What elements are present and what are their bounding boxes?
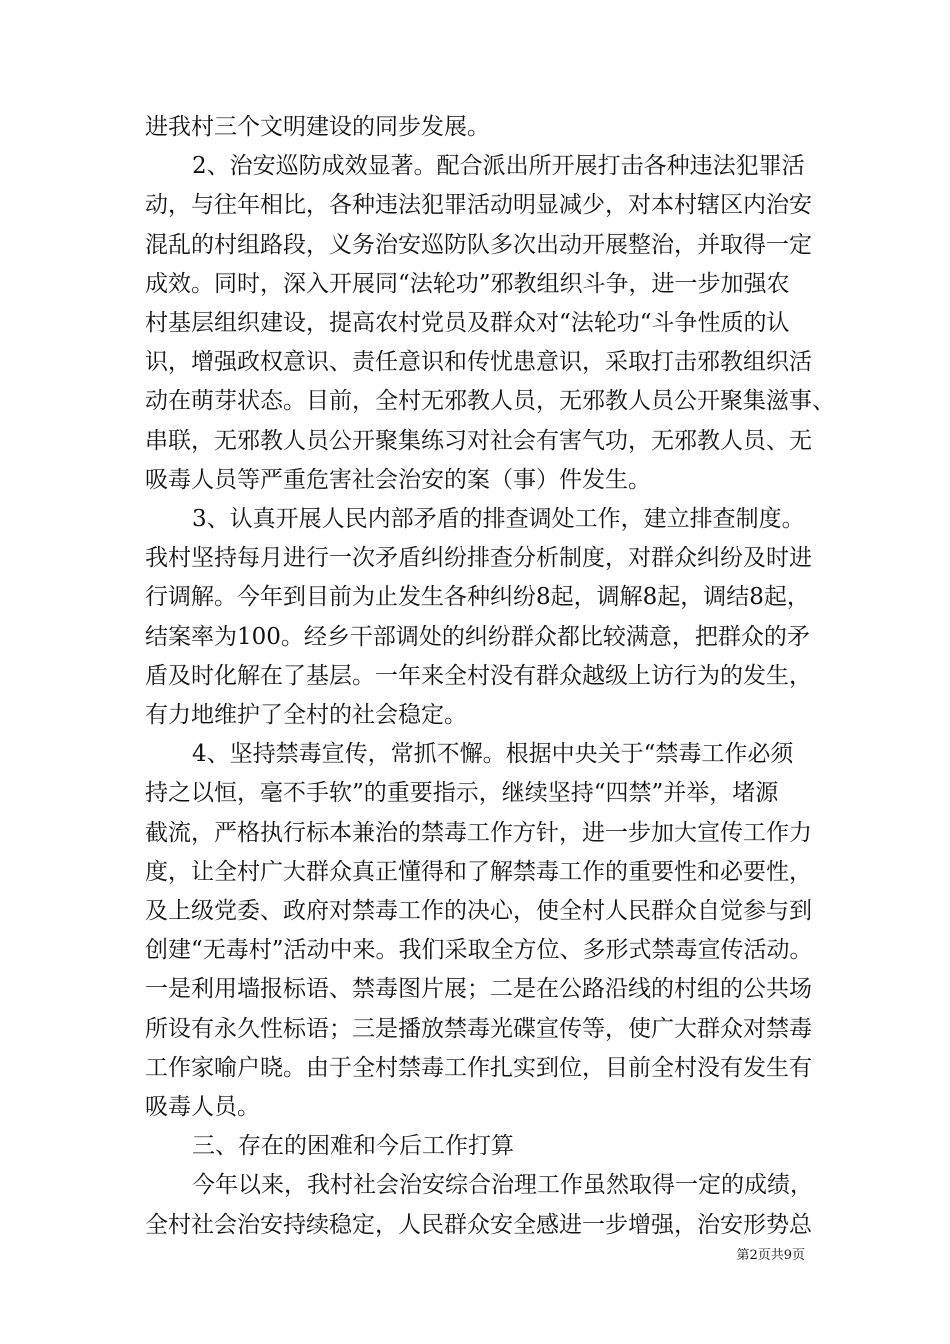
text-line: 度，让全村广大群众真正懂得和了解禁毒工作的重要性和必要性， — [145, 859, 812, 885]
page-number: 第2页共9页 — [736, 1248, 805, 1263]
text-line: 行调解。今年到目前为止发生各种纠纷8起，调解8起，调结8起， — [145, 584, 810, 610]
text-line: 吸毒人员等严重危害社会治安的案（事）件发生。 — [145, 467, 651, 493]
paragraph-start-line: 4、坚持禁毒宣传，常抓不懈。根据中央关于“禁毒工作必须 — [192, 741, 794, 767]
text-line: 一是利用墙报标语、禁毒图片展；二是在公路沿线的村组的公共场 — [145, 976, 812, 1002]
text-line: 混乱的村组路段，义务治安巡防队多次出动开展整治，并取得一定 — [145, 232, 812, 258]
text-line: 结案率为100。经乡干部调处的纠纷群众都比较满意，把群众的矛 — [145, 624, 810, 650]
text-line: 所设有永久性标语；三是播放禁毒光碟宣传等，使广大群众对禁毒 — [145, 1016, 812, 1042]
text-line: 识，增强政权意识、责任意识和传忧患意识，采取打击邪教组织活 — [145, 349, 812, 375]
paragraph-start-line: 3、认真开展人民内部矛盾的排查调处工作，建立排查制度。 — [192, 506, 805, 532]
text-line: 全村社会治安持续稳定，人民群众安全感进一步增强，治安形势总 — [145, 1212, 812, 1238]
text-line: 吸毒人员。 — [145, 1094, 260, 1120]
text-line: 动在萌芽状态。目前，全村无邪教人员，无邪教人员公开聚集滋事、 — [145, 388, 835, 414]
text-line: 持之以恒，毫不手软”的重要指示，继续坚持“四禁”并举，堵源 — [145, 780, 779, 806]
text-line: 创建“无毒村”活动中来。我们采取全方位、多形式禁毒宣传活动。 — [145, 937, 813, 963]
text-line: 村基层组织建设，提高农村党员及群众对“法轮功“斗争性质的认 — [145, 310, 790, 336]
text-line: 盾及时化解在了基层。一年来全村没有群众越级上访行为的发生， — [145, 663, 812, 689]
text-line: 进我村三个文明建设的同步发展。 — [145, 114, 490, 140]
text-line: 成效。同时，深入开展同“法轮功”邪教组织斗争，进一步加强农 — [145, 271, 790, 297]
text-line: 截流，严格执行标本兼治的禁毒工作方针，进一步加大宣传工作力 — [145, 820, 812, 846]
text-line: 动，与往年相比，各种违法犯罪活动明显减少，对本村辖区内治安 — [145, 192, 812, 218]
text-line: 我村坚持每月进行一次矛盾纠纷排查分析制度，对群众纠纷及时进 — [145, 545, 812, 571]
paragraph-start-line: 2、治安巡防成效显著。配合派出所开展打击各种违法犯罪活 — [192, 153, 805, 179]
text-line: 有力地维护了全村的社会稳定。 — [145, 702, 467, 728]
paragraph-start-line: 三、存在的困难和今后工作打算 — [192, 1133, 514, 1159]
paragraph-start-line: 今年以来，我村社会治安综合治理工作虽然取得一定的成绩， — [192, 1172, 813, 1198]
text-line: 及上级党委、政府对禁毒工作的决心，使全村人民群众自觉参与到 — [145, 898, 812, 924]
text-line: 工作家喻户晓。由于全村禁毒工作扎实到位，目前全村没有发生有 — [145, 1055, 812, 1081]
text-line: 串联，无邪教人员公开聚集练习对社会有害气功，无邪教人员、无 — [145, 428, 812, 454]
